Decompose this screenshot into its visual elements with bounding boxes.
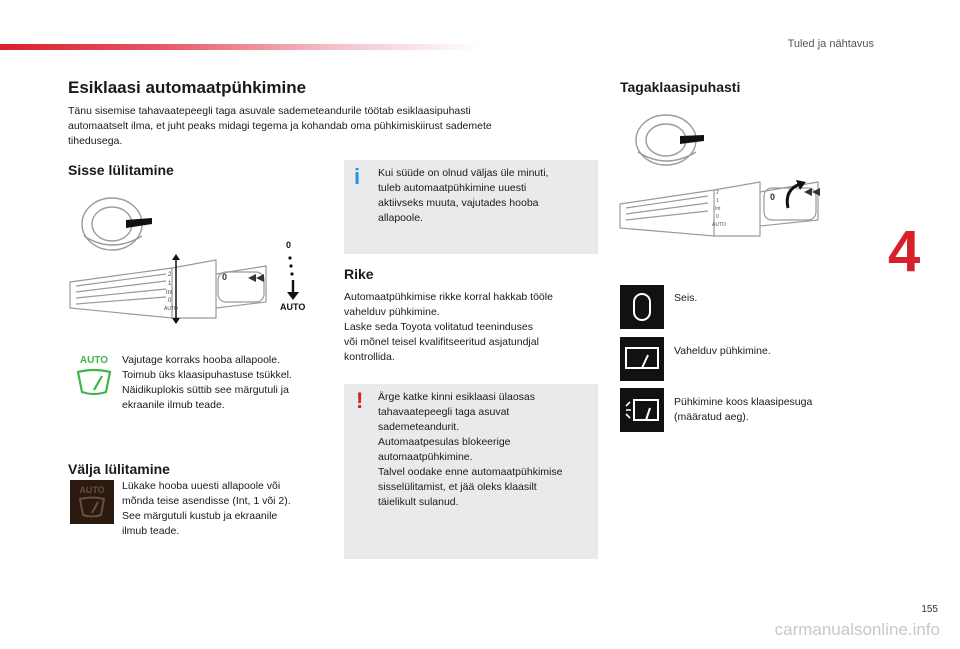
rear-wiper-mode-washer-tile — [620, 388, 664, 432]
stalk-highlight-icon — [680, 135, 704, 144]
fault-text: Automaatpühkimise rikke korral hakkab tööle vahelduv pühkimine. Laske seda Toyota volitatud teeninduses või mõnel teisel kvalifitseeritud asjatundjal kontrollida. — [344, 291, 553, 363]
rear-wiper-stalk-illustration — [618, 108, 836, 246]
rear-wiper-intermittent-icon — [620, 337, 664, 381]
rear-wiper-mode-intermittent-tile — [620, 337, 664, 381]
rear-stalk-label-int: Int — [715, 206, 721, 212]
info-note-text: Kui süüde on olnud väljas üle minuti, tuleb automaatpühkimine uuesti aktiivseks muuta, vajutades hooba allapoole. — [378, 167, 549, 224]
stalk-label-1: 1 — [168, 281, 172, 287]
front-wiper-stalk-illustration — [66, 190, 324, 330]
rear-mode-intermittent-label: Vahelduv pühkimine. — [674, 345, 771, 357]
intro-text: Tänu sisemise tahavaatepeegli taga asuvale sademeteandurile töötab esiklaasipuhasti automaatselt ilma, et juht peaks midagi tegema ja kohandab oma pühkimiskiirust sademete tihedusega. — [68, 105, 492, 147]
stalk-label-int: Int — [166, 290, 173, 296]
rear-mode-washer-label: Pühkimine koos klaasipesuga (määratud aeg). — [674, 396, 813, 423]
stalk-label-2: 2 — [168, 272, 172, 278]
section-title-on: Sisse lülitamine — [68, 162, 174, 178]
rear-wiper-off-icon — [620, 285, 664, 329]
rear-stalk-label-auto: AUTO — [712, 222, 726, 228]
rear-stalk-label-2: 2 — [716, 190, 719, 196]
rear-wiper-washer-icon — [620, 388, 664, 432]
on-text: Vajutage korraks hooba allapoole. Toimub üks klaasipuhastuse tsükkel. Näidikuplokis süttib see märgutuli ja ekraanile ilmub teade. — [122, 354, 292, 411]
auto-wiper-indicator-on — [72, 355, 116, 403]
dial-zero-label: 0 — [286, 240, 292, 250]
rear-stalk-label-0: 0 — [716, 214, 719, 220]
watermark: carmanualsonline.info — [774, 620, 940, 639]
page-number: 155 — [921, 604, 938, 615]
stalk-label-0: 0 — [168, 298, 172, 304]
rear-mode-off-label: Seis. — [674, 292, 698, 304]
auto-indicator-off-label: AUTO — [79, 485, 105, 495]
auto-wiper-indicator-off — [70, 480, 114, 524]
info-icon: i — [354, 164, 361, 189]
rear-wiper-mode-off-tile — [620, 285, 664, 329]
warning-note-text: Ärge katke kinni esiklaasi ülaosas tahavaatepeegli taga asuvat sademeteandurit. Automaatpesulas blokeerige automaatpühkimine. Talvel oodake enne automaatpühkimise sisselülitamist, et jää oleks klaasilt täielikult sulanud. — [378, 391, 563, 508]
stalk-zero-mark: 0 — [222, 272, 228, 282]
stalk-label-auto: AUTO — [164, 306, 178, 312]
warning-note-box — [344, 384, 598, 559]
section-title-rear: Tagaklaasipuhasti — [620, 79, 741, 95]
windscreen-wiper-green-icon — [72, 366, 116, 398]
rear-stalk-label-1: 1 — [716, 198, 719, 204]
press-down-arrow-icon — [287, 292, 299, 300]
section-header: Tuled ja nähtavus — [787, 38, 874, 50]
stalk-highlight-icon — [126, 218, 152, 228]
rear-stalk-zero-mark: 0 — [770, 192, 776, 202]
dial-auto-label: AUTO — [280, 302, 306, 312]
washer-arrow-icon — [804, 188, 812, 196]
auto-indicator-label: AUTO — [79, 355, 109, 366]
off-text: Lükake hooba uuesti allapoole või mõnda teise asendisse (Int, 1 või 2). See märgutuli kustub ja ekraanile ilmub teade. — [122, 480, 291, 537]
header-accent-bar — [0, 44, 480, 50]
info-note-box — [344, 160, 598, 254]
windscreen-wiper-dim-icon — [70, 495, 114, 521]
section-title-fault: Rike — [344, 266, 374, 282]
page-title: Esiklaasi automaatpühkimine — [68, 78, 307, 97]
chapter-number: 4 — [888, 219, 921, 284]
washer-arrow-icon — [248, 274, 256, 282]
warning-icon: ! — [356, 388, 364, 413]
section-title-off: Välja lülitamine — [68, 461, 170, 477]
